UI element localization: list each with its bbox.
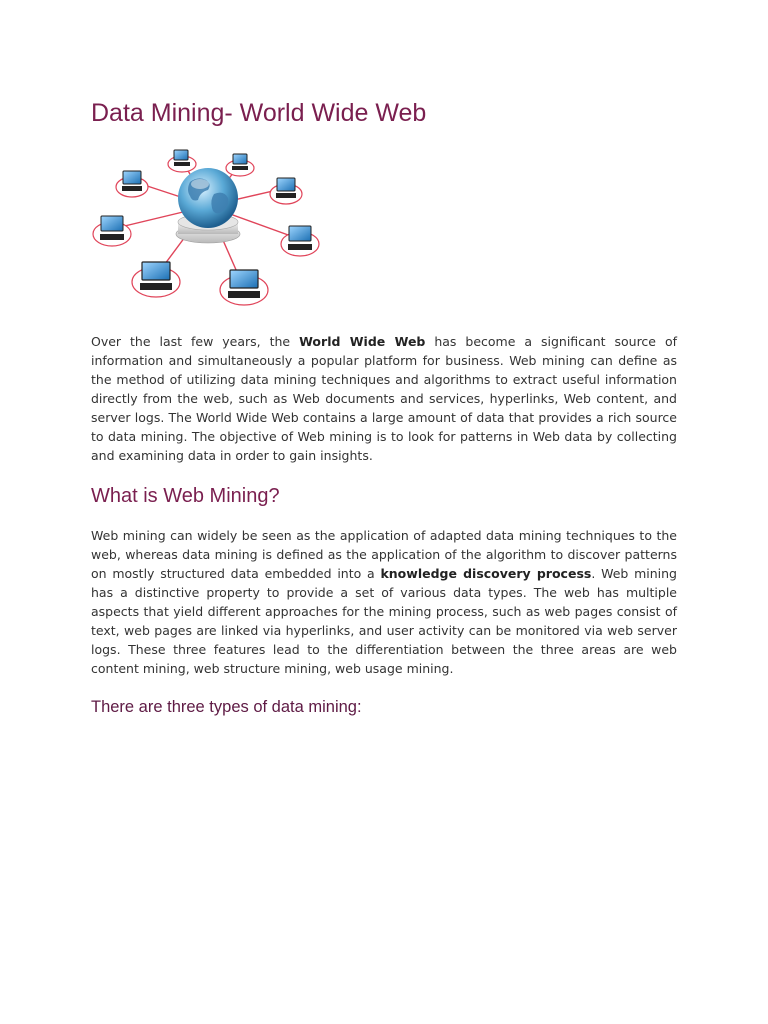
computer-node-5: [93, 216, 131, 246]
section-bold-term: knowledge discovery process: [380, 566, 592, 581]
section-text-2: . Web mining has a distinctive property to provide a set of various data types. The web has multiple aspects that yield different approaches for the mining process, such as web pages consist of text, web pages are linked via hyperlinks, and user activity can be monitored via web server logs. These three features lead to the differentiation between the three areas are web content mining, web structure mining, web usage mining.: [91, 566, 677, 676]
subheading: There are three types of data mining:: [91, 698, 362, 716]
computer-node-7: [132, 262, 180, 297]
section-text-1: Web mining can widely be seen as the application of adapted data mining techniques to the web, whereas data mining is defined as the application of the algorithm to discover patterns on mostly structured data embedded into a: [91, 528, 677, 581]
intro-bold-term: World Wide Web: [299, 334, 426, 349]
intro-text-2: has become a significant source of information and simultaneously a popular platform for business. Web mining can define as the method of utilizing data mining techniques and algorithms to extract useful information directly from the web, such as Web documents and services, hyperlinks, Web content, and server logs. The World Wide Web contains a large amount of data that provides a rich source to data mining. The objective of Web mining is to look for patterns in Web data by collecting and examining data in order to gain insights.: [91, 334, 678, 463]
intro-paragraph: [91, 332, 677, 465]
computer-node-6: [281, 226, 319, 256]
section-paragraph: [91, 526, 677, 678]
section-heading: What is Web Mining?: [91, 485, 280, 507]
page-title: Data Mining- World Wide Web: [91, 99, 427, 127]
computer-node-4: [270, 178, 302, 204]
computer-node-1: [168, 150, 196, 172]
computer-node-8: [220, 270, 268, 305]
intro-text-1: Over the last few years, the: [91, 334, 300, 349]
network-globe-computers-icon: [90, 148, 320, 310]
computer-node-2: [226, 154, 254, 176]
computer-node-3: [116, 171, 148, 197]
